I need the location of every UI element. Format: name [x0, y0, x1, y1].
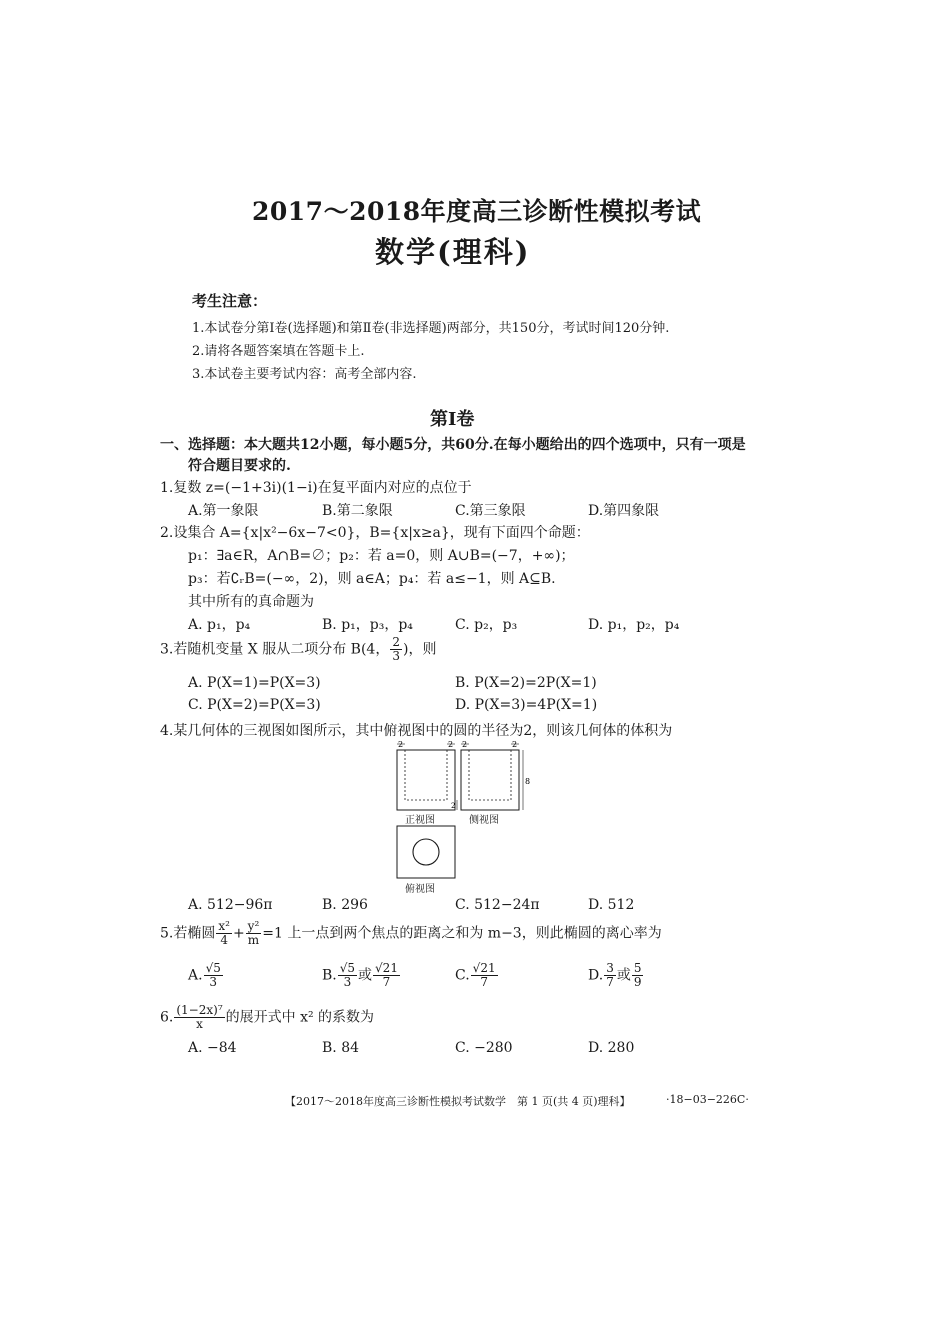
q5-f2-num: y²	[247, 919, 260, 933]
q1-option-b: B.第二象限	[322, 503, 393, 519]
q3-frac-den: 3	[392, 649, 400, 663]
q6-option-c: C. −280	[455, 1040, 513, 1056]
top-view-label: 俯视图	[405, 884, 435, 895]
q5-opt-a-den: 3	[209, 975, 218, 989]
q1-option-c: C.第三象限	[455, 503, 526, 519]
dim-label-2b: 2	[448, 740, 454, 749]
q5-opt-d-den2: 9	[633, 975, 642, 989]
q4-stem: 4.某几何体的三视图如图所示，其中俯视图中的圆的半径为2，则该几何体的体积为	[160, 723, 673, 739]
dim-label-2d: 2	[512, 740, 518, 749]
q5-f1-den: 4	[220, 933, 228, 947]
notice-item-1: 1.本试卷分第Ⅰ卷(选择题)和第Ⅱ卷(非选择题)两部分，共150分，考试时间120分钟.	[192, 321, 670, 336]
dim-label-8: 8	[525, 777, 531, 786]
q5-option-b	[322, 962, 401, 989]
q3-stem-a: 3.若随机变量 X 服从二项分布 B(4，	[160, 641, 390, 658]
q6-fraction	[174, 1004, 224, 1031]
dim-label-2c: 2	[462, 740, 468, 749]
q5-f2-den: m	[247, 933, 260, 947]
q2-option-b: B. p₁，p₃，p₄	[322, 617, 413, 633]
q5-option-a	[188, 962, 224, 989]
q5-option-c	[455, 962, 499, 989]
q4-option-b: B. 296	[322, 897, 368, 913]
q5-opt-b-num1: √5	[339, 961, 356, 975]
q5-option-d	[588, 962, 644, 989]
q2-line3: p₃：若∁ᵣB=(−∞，2)，则 a∈A；p₄：若 a≤−1，则 A⊆B.	[188, 571, 556, 587]
side-view-label: 侧视图	[469, 815, 499, 826]
part1-title: 第Ⅰ卷	[430, 409, 475, 430]
q4-option-c: C. 512−24π	[455, 897, 540, 913]
part1-instruction-line2: 符合题目要求的.	[188, 458, 291, 474]
q6-frac-den: x	[196, 1017, 203, 1031]
q2-option-a: A. p₁，p₄	[188, 617, 251, 633]
q5-stem	[160, 920, 662, 947]
q6-stem-a: 6.	[160, 1009, 174, 1026]
notice-item-2: 2.请将各题答案填在答题卡上.	[192, 344, 365, 359]
notice-heading: 考生注意：	[192, 292, 268, 310]
q5-opt-d-or: 或	[616, 967, 631, 984]
top-view	[397, 826, 455, 878]
q6-frac-num: (1−2x)⁷	[176, 1003, 223, 1017]
q1-option-d: D.第四象限	[588, 503, 660, 519]
notice-item-3: 3.本试卷主要考试内容：高考全部内容.	[192, 367, 417, 382]
q5-stem-a: 5.若椭圆	[160, 925, 216, 942]
side-view	[457, 744, 523, 810]
q6-stem	[160, 1004, 374, 1031]
q3-option-a: A. P(X=1)=P(X=3)	[188, 675, 321, 691]
q3-fraction	[390, 636, 402, 663]
q1-stem: 1.复数 z=(−1+3i)(1−i)在复平面内对应的点位于	[160, 480, 472, 496]
dim-label-2a: 2	[398, 740, 404, 749]
q6-option-b: B. 84	[322, 1040, 360, 1056]
dim-label-2e: 2	[451, 802, 456, 810]
q5-opt-b-den1: 3	[343, 975, 352, 989]
q5-opt-d-label: D.	[588, 967, 604, 984]
front-view	[397, 744, 455, 810]
q5-opt-c-den: 7	[480, 975, 488, 989]
front-view-label: 正视图	[405, 815, 435, 826]
q5-opt-c-num: √21	[472, 961, 496, 975]
q6-option-d: D. 280	[588, 1040, 635, 1056]
q5-opt-b-or: 或	[358, 967, 373, 984]
q5-f1-num: x²	[218, 919, 230, 933]
q3-option-d: D. P(X=3)=4P(X=1)	[455, 697, 598, 713]
q2-option-c: C. p₂，p₃	[455, 617, 518, 633]
q3-option-b: B. P(X=2)=2P(X=1)	[455, 675, 597, 691]
part1-instruction-line1: 一、选择题：本大题共12小题，每小题5分，共60分.在每小题给出的四个选项中，只有一项是	[160, 437, 746, 453]
page-footer-left: 【2017～2018年度高三诊断性模拟考试数学 第 1 页(共 4 页)理科】	[285, 1095, 631, 1108]
q5-opt-d-num1: 3	[606, 961, 614, 975]
q4-option-a: A. 512−96π	[188, 897, 273, 913]
q2-option-d: D. p₁，p₂，p₄	[588, 617, 680, 633]
q5-opt-a-label: A.	[188, 967, 203, 984]
q3-stem	[160, 636, 436, 663]
q5-opt-b-num2: √21	[375, 961, 398, 975]
q2-line2: p₁：∃a∈R，A∩B=∅；p₂：若 a=0，则 A∪B=(−7，+∞)；	[188, 548, 575, 564]
q3-stem-b: )，则	[402, 641, 437, 658]
exam-title: 2017～2018年度高三诊断性模拟考试	[252, 197, 702, 226]
q5-opt-b-den2: 7	[382, 975, 391, 989]
q5-fraction-y	[246, 920, 262, 947]
q4-option-d: D. 512	[588, 897, 635, 913]
q5-opt-c-label: C.	[455, 967, 470, 984]
exam-subtitle: 数学(理科)	[375, 235, 531, 269]
q2-stem: 2.设集合 A={x|x²−6x−7<0}，B={x|x≥a}，现有下面四个命题：	[160, 525, 590, 541]
q5-opt-a-num: √5	[205, 961, 221, 975]
q5-fraction-x	[216, 920, 232, 947]
q5-opt-d-num2: 5	[633, 961, 642, 975]
q5-opt-d-den1: 7	[606, 975, 614, 989]
q5-stem-b: =1 上一点到两个焦点的距离之和为 m−3，则此椭圆的离心率为	[262, 925, 662, 942]
q6-stem-b: 的展开式中 x² 的系数为	[225, 1009, 375, 1026]
q6-option-a: A. −84	[188, 1040, 237, 1056]
q3-option-c: C. P(X=2)=P(X=3)	[188, 697, 321, 713]
page-footer-code: ·18−03−226C·	[666, 1093, 749, 1106]
q3-frac-num: 2	[392, 635, 400, 649]
q2-line4: 其中所有的真命题为	[188, 594, 314, 610]
q5-plus: +	[232, 925, 245, 942]
q5-opt-b-label: B.	[322, 967, 337, 984]
q1-option-a: A.第一象限	[188, 503, 259, 519]
